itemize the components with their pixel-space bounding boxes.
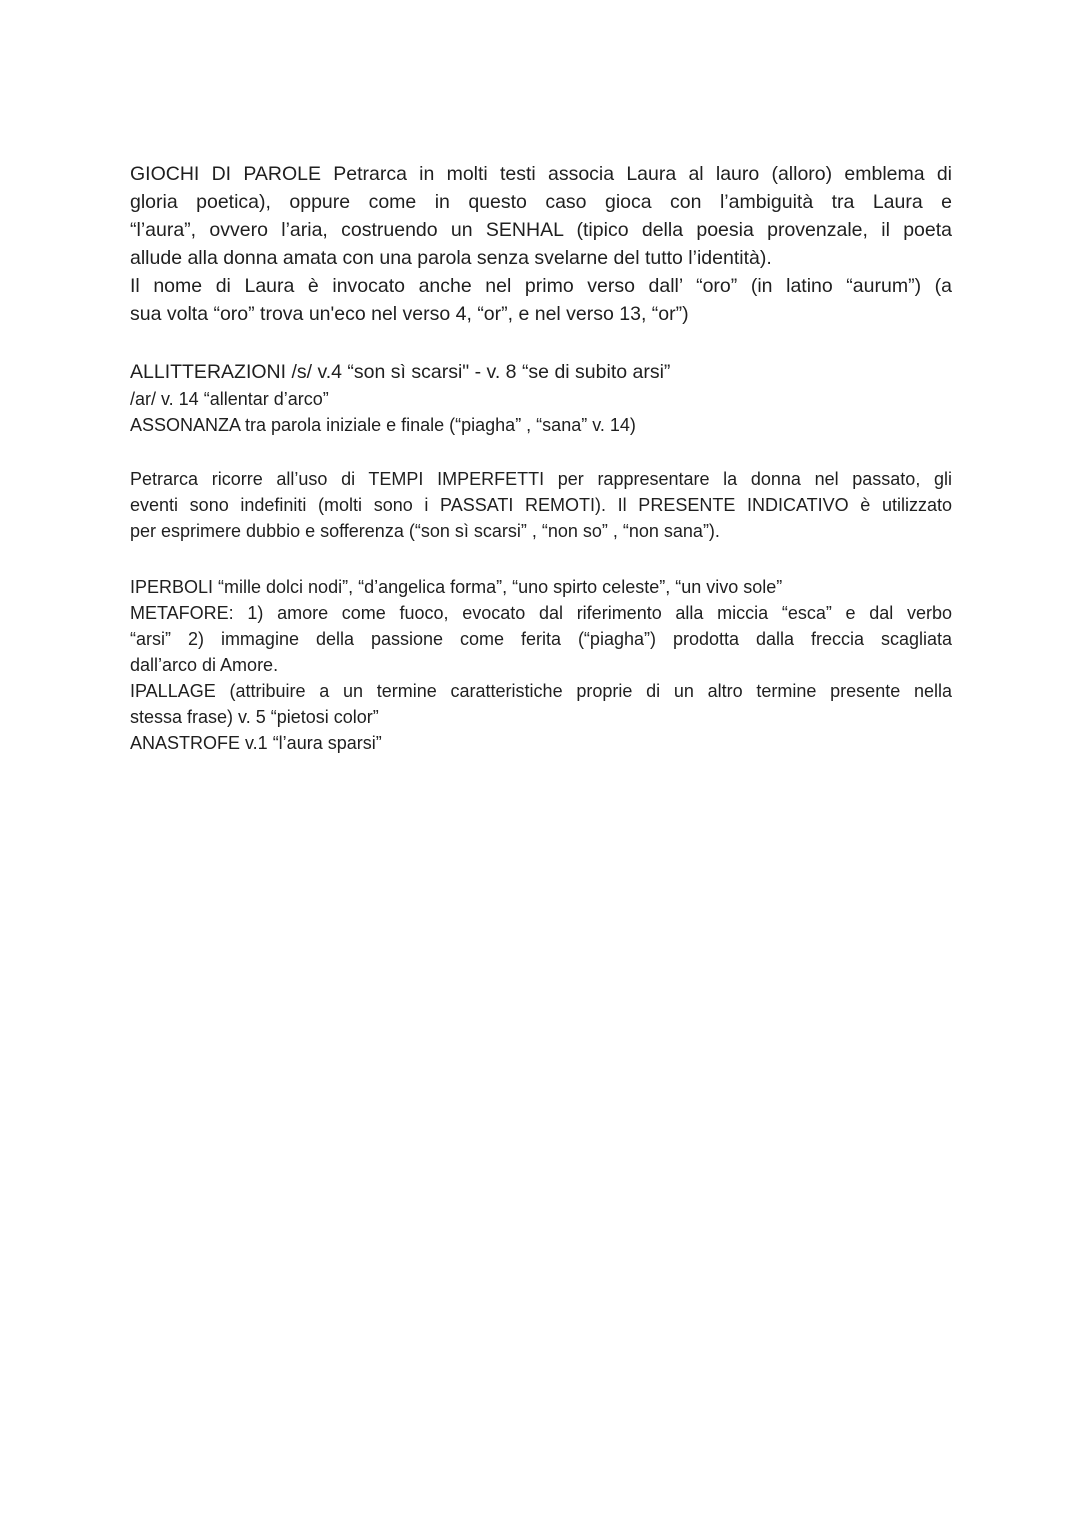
- paragraph-spacer: [130, 328, 952, 358]
- text-line: ASSONANZA tra parola iniziale e finale (“piagha” , “sana” v. 14): [130, 415, 636, 435]
- figure-retoriche-paragraph: [130, 574, 952, 756]
- text-line: IPERBOLI “mille dolci nodi”, “d’angelica forma”, “uno spirto celeste”, “un vivo sole”: [130, 577, 783, 597]
- text-line: allude alla donna amata con una parola senza svelarne del tutto l’identità).: [130, 247, 772, 269]
- allitterazioni-paragraph: [130, 358, 952, 438]
- text-line: IPALLAGE (attribuire a un termine caratteristiche proprie di un altro termine presente nella: [130, 681, 952, 701]
- text-line: /ar/ v. 14 “allentar d’arco”: [130, 389, 329, 409]
- text-line: ALLITTERAZIONI /s/ v.4 “son sì scarsi" - v. 8 “se di subito arsi”: [130, 361, 671, 383]
- paragraph-spacer: [130, 438, 952, 466]
- text-line: “arsi” 2) immagine della passione come ferita (“piagha”) prodotta dalla freccia scagliata: [130, 629, 952, 649]
- text-line: GIOCHI DI PAROLE Petrarca in molti testi associa Laura al lauro (alloro) emblema di: [130, 163, 952, 185]
- text-line: ANASTROFE v.1 “l’aura sparsi”: [130, 733, 382, 753]
- tempi-verbali-paragraph: [130, 466, 952, 544]
- text-line: stessa frase) v. 5 “pietosi color”: [130, 707, 379, 727]
- text-line: sua volta “oro” trova un'eco nel verso 4, “or”, e nel verso 13, “or”): [130, 303, 689, 325]
- text-line: “l’aura”, ovvero l’aria, costruendo un SENHAL (tipico della poesia provenzale, il poeta: [130, 219, 952, 241]
- text-line: dall’arco di Amore.: [130, 655, 279, 675]
- giochi-di-parole-paragraph: [130, 160, 952, 328]
- text-line: METAFORE: 1) amore come fuoco, evocato dal riferimento alla miccia “esca” e dal verbo: [130, 603, 952, 623]
- text-line: per esprimere dubbio e sofferenza (“son sì scarsi” , “non so” , “non sana”).: [130, 521, 720, 541]
- text-line: gloria poetica), oppure come in questo caso gioca con l’ambiguità tra Laura e: [130, 191, 952, 213]
- text-line: Petrarca ricorre all’uso di TEMPI IMPERFETTI per rappresentare la donna nel passato, gli: [130, 469, 952, 489]
- document-page: [130, 160, 952, 756]
- text-line: eventi sono indefiniti (molti sono i PASSATI REMOTI). Il PRESENTE INDICATIVO è utilizzato: [130, 495, 952, 515]
- text-line: Il nome di Laura è invocato anche nel primo verso dall’ “oro” (in latino “aurum”) (a: [130, 275, 952, 297]
- paragraph-spacer: [130, 544, 952, 574]
